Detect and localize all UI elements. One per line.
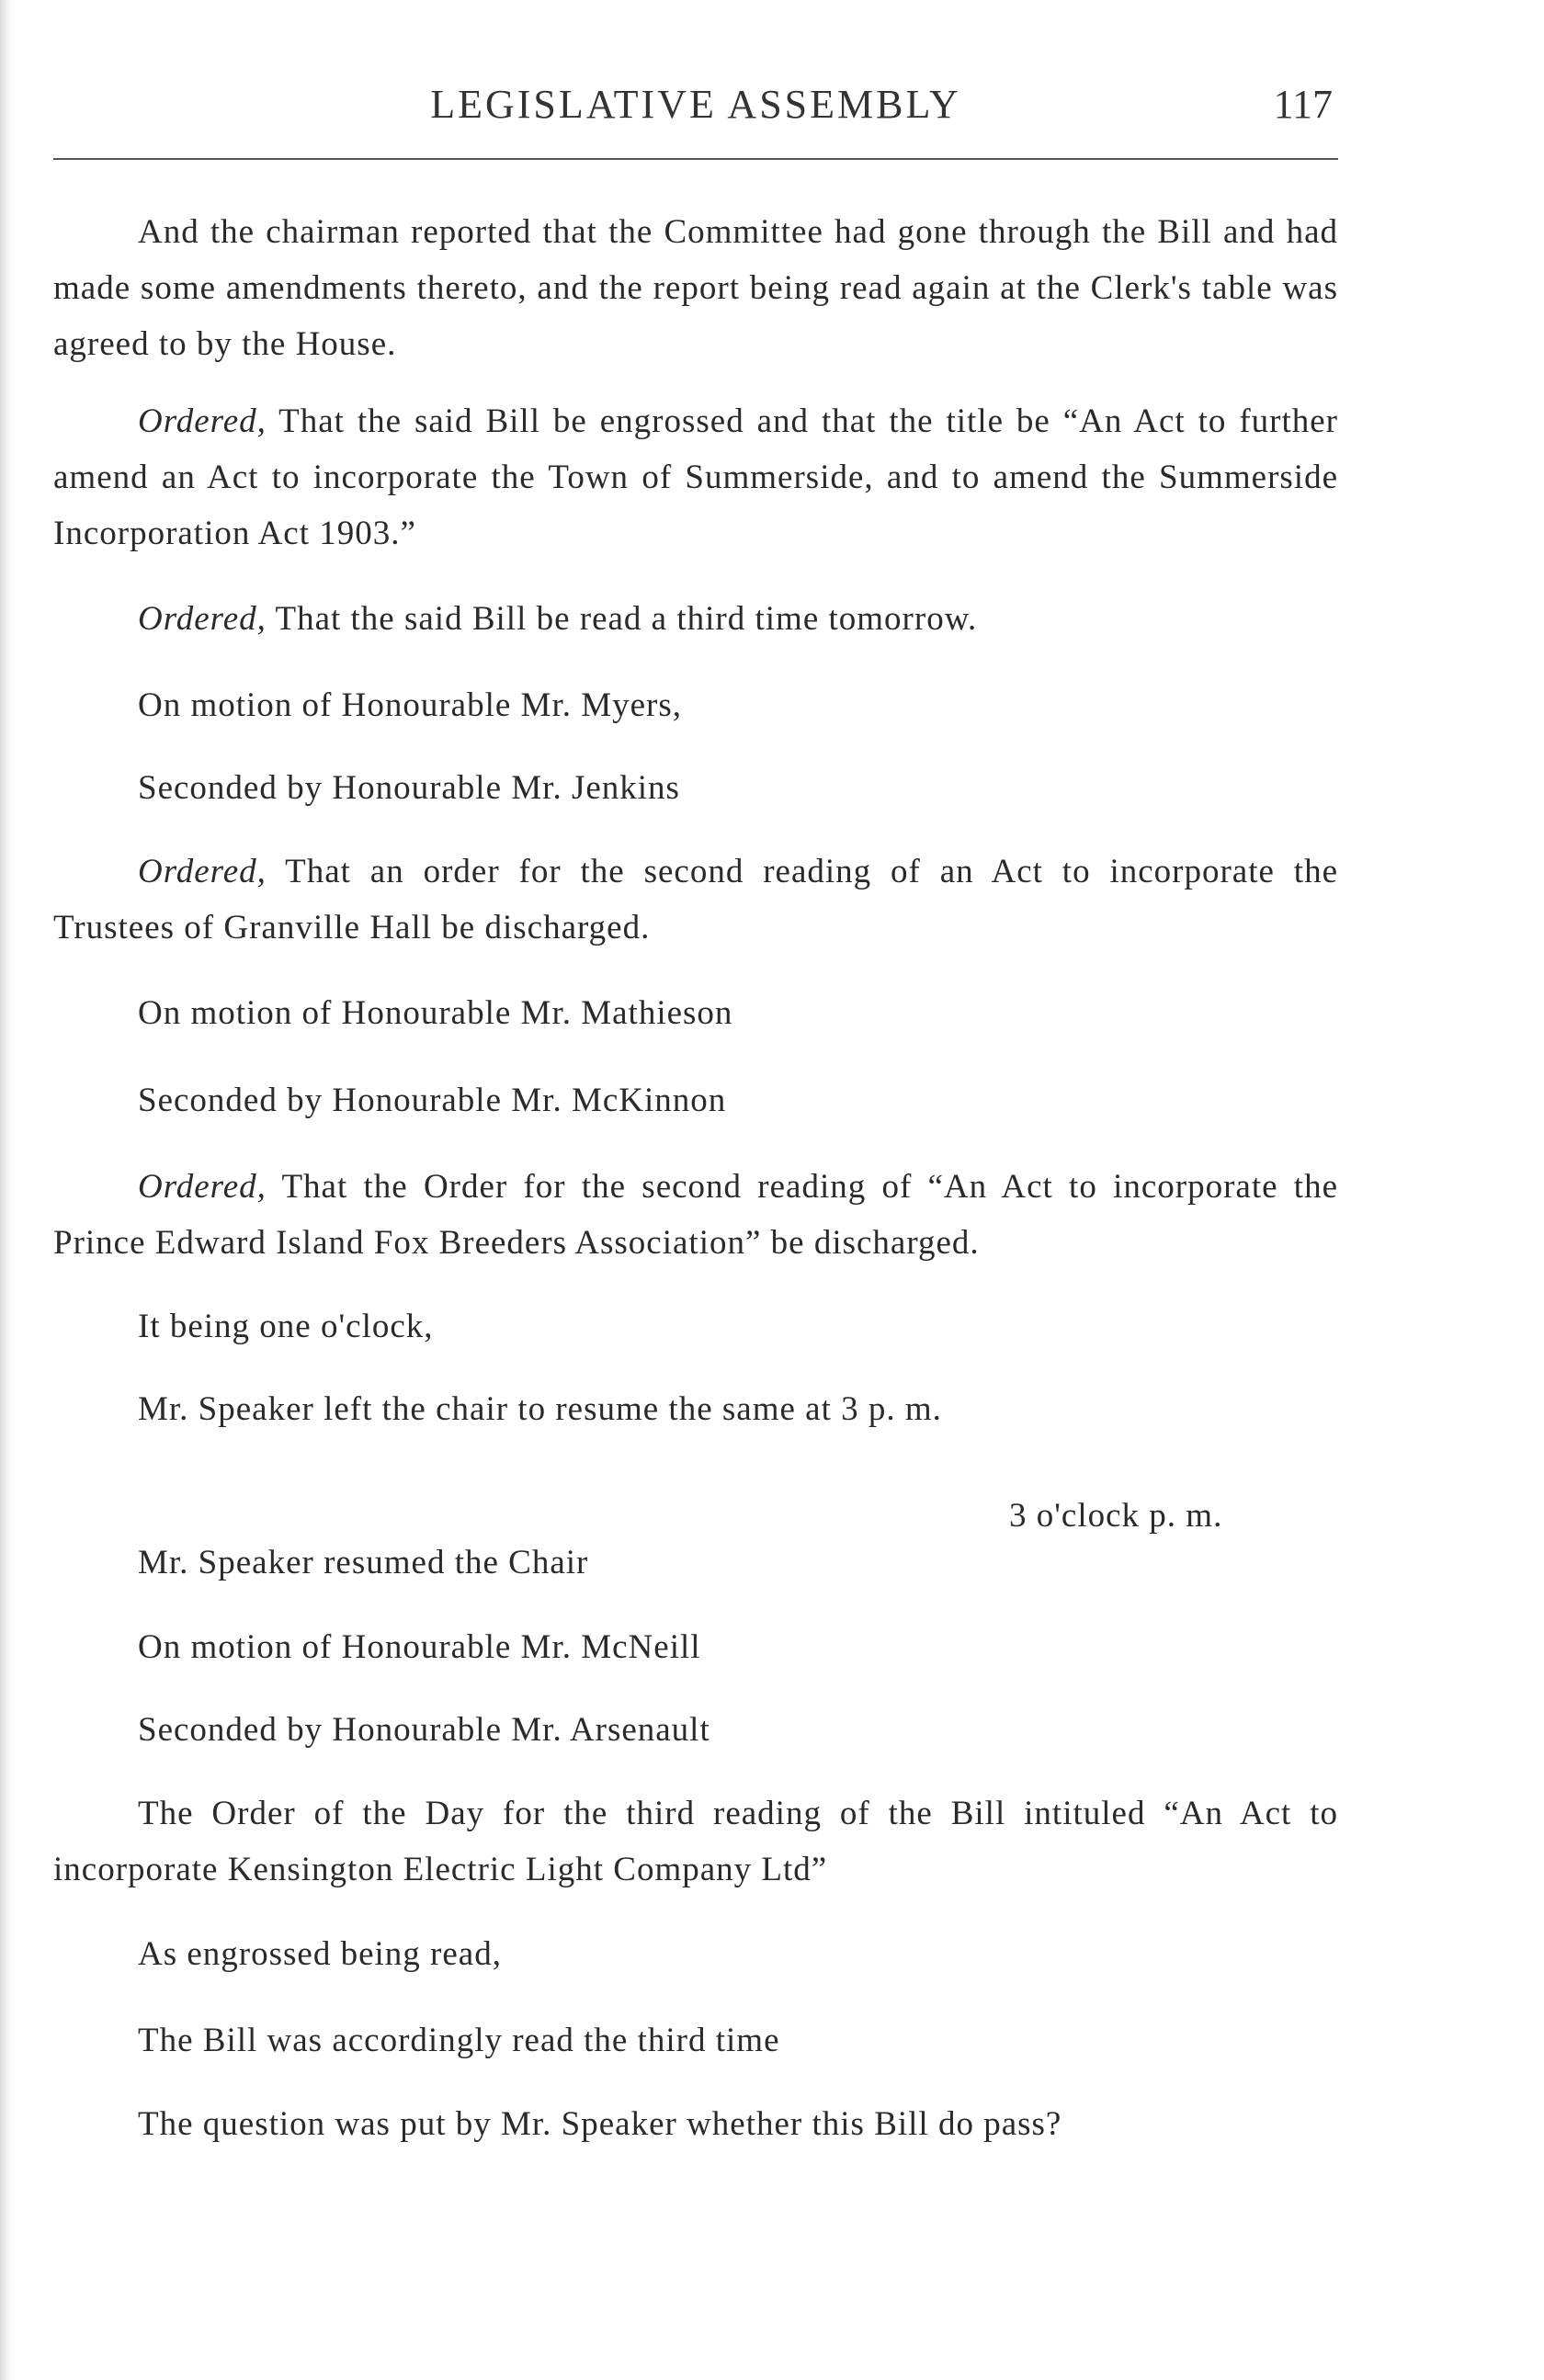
third-time-line: The Bill was accordingly read the third time bbox=[138, 2022, 780, 2059]
speaker-left-chair: Mr. Speaker left the chair to resume the same at 3 p. m. bbox=[138, 1390, 942, 1428]
ordered-label: Ordered, bbox=[138, 853, 267, 890]
one-oclock-line: It being one o'clock, bbox=[138, 1308, 434, 1345]
speaker-resumed-chair: Mr. Speaker resumed the Chair bbox=[138, 1544, 589, 1581]
seconded-mckinnon: Seconded by Honourable Mr. McKinnon bbox=[138, 1082, 727, 1119]
ordered-text: That the said Bill be read a third time tomorrow. bbox=[275, 600, 978, 638]
ordered-text: That an order for the second reading of an Act to incorporate the Trustees of Granville Hall be discharged. bbox=[53, 853, 1338, 946]
question-put-line: The question was put by Mr. Speaker whether this Bill do pass? bbox=[138, 2105, 1062, 2143]
ordered-text: That the Order for the second reading of “An Act to incorporate the Prince Edward Island Fox Breeders Association” be discharged. bbox=[53, 1168, 1338, 1262]
ordered-text: That the said Bill be engrossed and that the title be “An Act to further amend an Act to incorporate the Town of Summerside, and to amend the Summerside Incorporation Act 1903.” bbox=[53, 402, 1338, 552]
running-title: LEGISLATIVE ASSEMBLY bbox=[430, 82, 961, 127]
motion-myers: On motion of Honourable Mr. Myers, bbox=[138, 686, 683, 724]
seconded-arsenault: Seconded by Honourable Mr. Arsenault bbox=[138, 1711, 710, 1749]
page-header bbox=[53, 81, 1338, 145]
paragraph-order-of-day: The Order of the Day for the third reading of the Bill intituled “An Act to incorporate Kensington Electric Light Company Ltd” bbox=[53, 1795, 1338, 1888]
paragraph-ordered-third-reading bbox=[53, 591, 1338, 647]
page-edge-shadow bbox=[0, 0, 13, 2380]
header-rule bbox=[53, 158, 1338, 160]
afternoon-time-heading: 3 o'clock p. m. bbox=[1009, 1497, 1223, 1535]
page-number: 117 bbox=[1273, 82, 1333, 127]
motion-mathieson: On motion of Honourable Mr. Mathieson bbox=[138, 994, 733, 1032]
paragraph-ordered-granville bbox=[53, 844, 1338, 956]
ordered-label: Ordered, bbox=[138, 1168, 267, 1206]
seconded-jenkins: Seconded by Honourable Mr. Jenkins bbox=[138, 769, 680, 807]
paragraph-ordered-engrossed bbox=[53, 393, 1338, 561]
motion-mcneill: On motion of Honourable Mr. McNeill bbox=[138, 1628, 701, 1666]
paragraph-committee-report: And the chairman reported that the Committee had gone through the Bill and had made some amendments thereto, and the report being read again at the Clerk's table was agreed to by the House. bbox=[53, 213, 1338, 363]
engrossed-read-line: As engrossed being read, bbox=[138, 1935, 502, 1973]
ordered-label: Ordered, bbox=[138, 402, 267, 440]
paragraph-ordered-fox-breeders bbox=[53, 1159, 1338, 1271]
ordered-label: Ordered, bbox=[138, 600, 267, 638]
